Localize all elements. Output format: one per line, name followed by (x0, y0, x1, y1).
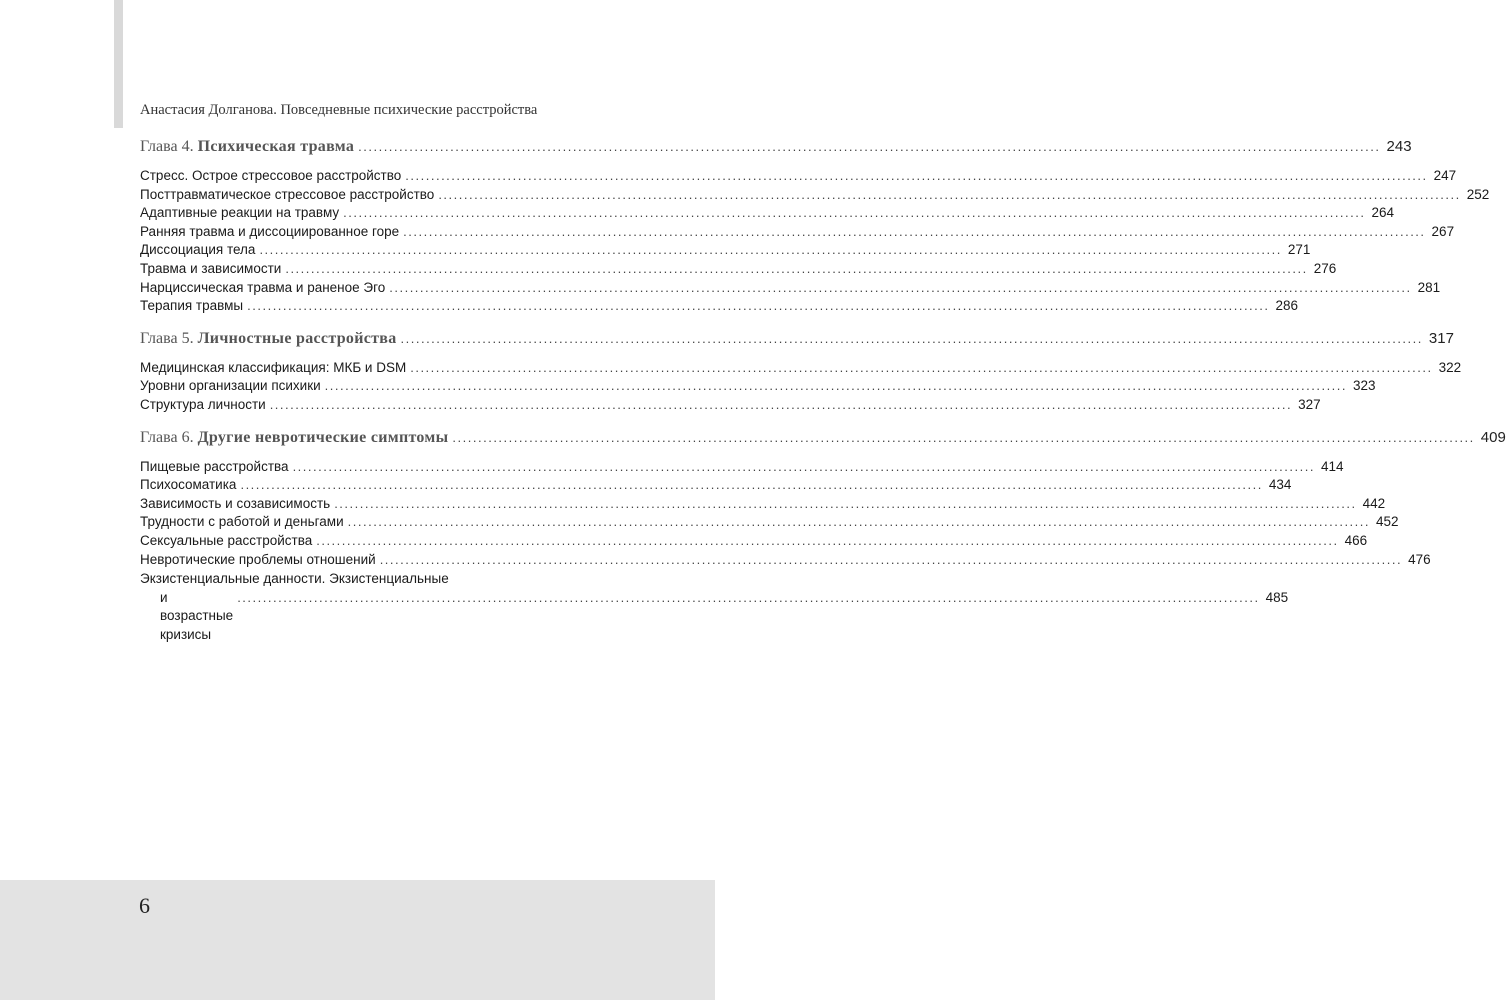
entry-title: Пищевые расстройства (140, 458, 289, 474)
chapter-page: 243 (1386, 138, 1412, 155)
leader-dots: ........................................................................................................................................................................................................ (403, 223, 1426, 239)
leader-dots: ........................................................................................................................................................................................................ (316, 532, 1339, 548)
entry-page: 276 (1313, 260, 1337, 276)
chapter-title: Психическая травма (197, 138, 355, 155)
chapter-label: Глава 6. (140, 428, 194, 446)
entry-page: 281 (1417, 279, 1441, 295)
entry-title: Уровни организации психики (140, 378, 321, 394)
leader-dots: ........................................................................................................................................................................................................ (343, 205, 1366, 221)
entry-title: Травма и зависимости (140, 260, 282, 276)
entry-page: 485 (1265, 589, 1289, 605)
toc-entry[interactable] (140, 298, 1299, 317)
leader-dots: ........................................................................................................................................................................................................ (400, 330, 1423, 346)
entry-title: Медицинская классификация: МКБ и DSM (140, 359, 407, 375)
toc-entry[interactable] (140, 242, 1311, 261)
entry-page: 442 (1362, 495, 1386, 511)
leader-dots: ........................................................................................................................................................................................................ (269, 396, 1293, 412)
entry-page: 267 (1431, 223, 1455, 239)
toc-entry[interactable] (140, 186, 1490, 206)
leader-dots: ........................................................................................................................................................................................................ (324, 378, 1348, 394)
toc-entry[interactable] (140, 279, 1441, 299)
entry-page: 434 (1268, 477, 1292, 493)
toc-entry[interactable] (140, 359, 1462, 379)
toc-entry[interactable] (140, 396, 1321, 416)
entry-page: 264 (1371, 205, 1395, 221)
chapter-title: Другие невротические симптомы (197, 428, 449, 446)
chapter-label: Глава 4. (140, 138, 194, 155)
entry-title: Посттравматическое стрессовое расстройство (140, 186, 435, 202)
entry-page: 476 (1408, 551, 1431, 567)
entry-page: 247 (1433, 168, 1457, 183)
chapter-label: Глава 5. (140, 329, 194, 347)
leader-dots: ........................................................................................................................................................................................................ (285, 260, 1308, 276)
entry-title: Стресс. Острое стрессовое расстройство (140, 168, 402, 183)
decorative-side-bar (114, 0, 123, 128)
entry-page: 452 (1376, 514, 1399, 530)
chapter-title: Личностные расстройства (197, 329, 397, 347)
leader-dots: ........................................................................................................................................................................................................ (405, 168, 1428, 183)
leader-dots: ........................................................................................................................................................................................................ (334, 495, 1357, 511)
chapter-heading[interactable] (140, 329, 1454, 356)
toc-entry[interactable] (140, 532, 1368, 552)
toc-entry[interactable] (140, 205, 1395, 224)
entry-title: Ранняя травма и диссоциированное горе (140, 223, 400, 239)
table-of-contents (140, 136, 1506, 644)
chapter-heading[interactable] (140, 138, 1412, 164)
entry-title: Нарциссическая травма и раненое Эго (140, 279, 386, 295)
leader-dots: ........................................................................................................................................................................................................ (438, 186, 1461, 202)
entry-page: 252 (1466, 186, 1490, 202)
leader-dots: ........................................................................................................................................................................................................ (379, 551, 1403, 567)
leader-dots: ........................................................................................................................................................................................................ (389, 279, 1412, 295)
entry-title: Психосоматика (140, 477, 237, 493)
toc-entry[interactable] (140, 260, 1337, 280)
leader-dots: ........................................................................................................................................................................................................ (240, 477, 1263, 493)
toc-entry[interactable] (140, 495, 1386, 515)
entry-title: Зависимость и созависимость (140, 495, 331, 511)
entry-page: 466 (1344, 532, 1368, 548)
toc-entry[interactable] (140, 477, 1292, 496)
toc-entry-wrapped[interactable] (140, 570, 1289, 644)
toc-entry[interactable] (140, 168, 1457, 187)
leader-dots: ........................................................................................................................................................................................................ (259, 242, 1282, 258)
chapter-heading[interactable] (140, 428, 1506, 455)
toc-entry[interactable] (140, 458, 1344, 478)
entry-title: Трудности с работой и деньгами (140, 514, 344, 530)
toc-entry[interactable] (140, 223, 1455, 243)
entry-title-line2: и возрастные кризисы (160, 589, 234, 642)
chapter-page: 409 (1480, 428, 1506, 446)
running-head: Анастасия Долганова. Повседневные психические расстройства (140, 102, 538, 118)
leader-dots: ........................................................................................................................................................................................................ (247, 298, 1270, 314)
chapter-page: 317 (1428, 329, 1454, 347)
footer-band (0, 880, 715, 1000)
leader-dots: ........................................................................................................................................................................................................ (452, 429, 1475, 445)
page-number: 6 (139, 893, 150, 918)
entry-page: 327 (1298, 396, 1321, 412)
entry-page: 271 (1287, 242, 1311, 258)
entry-page: 414 (1320, 458, 1344, 474)
toc-entry[interactable] (140, 551, 1431, 571)
leader-dots: ........................................................................................................................................................................................................ (237, 589, 1260, 605)
entry-title: Терапия травмы (140, 298, 244, 314)
entry-page: 322 (1438, 359, 1462, 375)
leader-dots: ........................................................................................................................................................................................................ (292, 458, 1315, 474)
entry-page: 286 (1275, 298, 1299, 314)
entry-title: Сексуальные расстройства (140, 532, 313, 548)
entry-title: Структура личности (140, 396, 266, 412)
entry-title: Адаптивные реакции на травму (140, 205, 340, 221)
toc-entry[interactable] (140, 378, 1376, 397)
entry-page: 323 (1353, 378, 1376, 394)
entry-title: Диссоциация тела (140, 242, 256, 258)
leader-dots: ........................................................................................................................................................................................................ (410, 359, 1433, 375)
leader-dots: ........................................................................................................................................................................................................ (347, 514, 1371, 530)
leader-dots: ........................................................................................................................................................................................................ (358, 139, 1381, 154)
entry-title-line1: Экзистенциальные данности. Экзистенциальные (140, 571, 449, 587)
entry-title: Невротические проблемы отношений (140, 551, 376, 567)
toc-entry[interactable] (140, 514, 1399, 533)
